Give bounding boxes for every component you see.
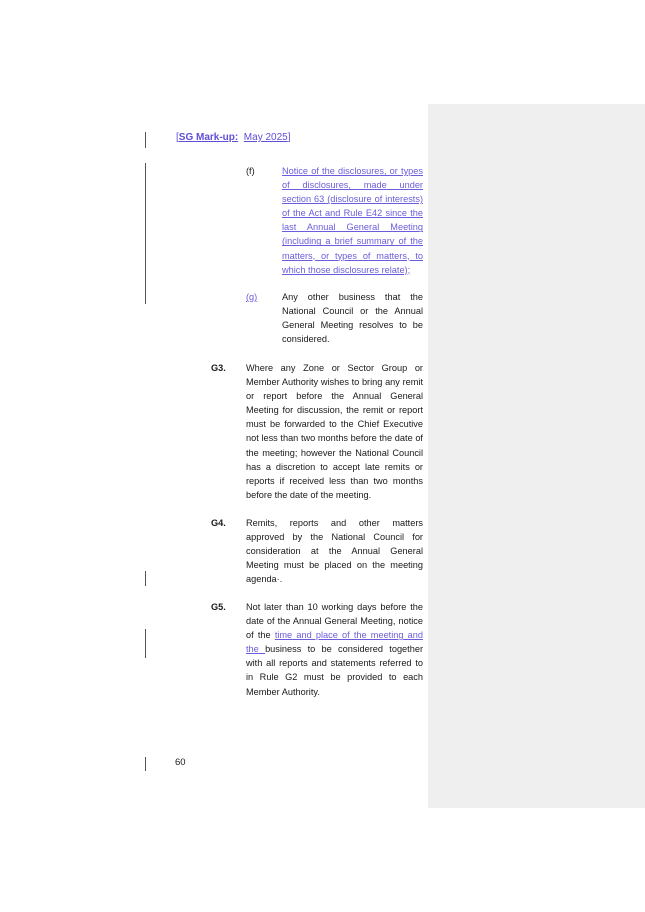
change-bar-header	[145, 132, 146, 148]
change-bar-g5	[145, 629, 146, 658]
change-bar-footer	[145, 757, 146, 771]
rule-g4-number: G4.	[211, 518, 226, 528]
comment-pane	[428, 104, 645, 808]
markup-date: May 2025	[243, 132, 288, 143]
markup-header: [SG Mark-up: May 2025]	[176, 132, 291, 143]
item-g-text: Any other business that the National Council or the Annual General Meeting resolves to be considered.	[282, 292, 423, 345]
page-number: 60	[175, 757, 186, 768]
change-bar-g4	[145, 571, 146, 586]
change-bar-items	[145, 163, 146, 304]
rule-g3-text: Where any Zone or Sector Group or Member Authority wishes to bring any remit or report before the Annual General Meeting for discussion, the remit or report must be forwarded to the Chief Executive not less than two months before the date of the meeting; however the National Council has a discretion to accept late remits or reports if received less than two months before the date of the meeting.	[246, 363, 423, 500]
rule-g5-inserted-text: time and place of the meeting and the	[246, 630, 423, 655]
rule-g5-number: G5.	[211, 602, 226, 612]
markup-label: SG Mark-up:	[178, 132, 239, 143]
item-f-text: Notice of the disclosures, or types of disclosures, made under section 63 (disclosure of interests) of the Act and Rule E42 since the last Annual General Meeting (including a brief summary of the matters, or types of matters, to which those disclosures relate);	[282, 166, 423, 275]
rule-g4-text: Remits, reports and other matters approved by the National Council for consideration at the Annual General Meeting must be placed on the meeting agenda·.	[246, 518, 423, 585]
item-f-label: (f)	[246, 166, 255, 176]
rule-g5-text: Not later than 10 working days before the date of the Annual General Meeting, notice of the time and place of the meeting and the business to be considered together with all reports and statements referred to in Rule G2 must be provided to each Member Authority.	[246, 602, 423, 697]
item-g-label: (g)	[246, 292, 258, 302]
rule-g3-number: G3.	[211, 363, 226, 373]
